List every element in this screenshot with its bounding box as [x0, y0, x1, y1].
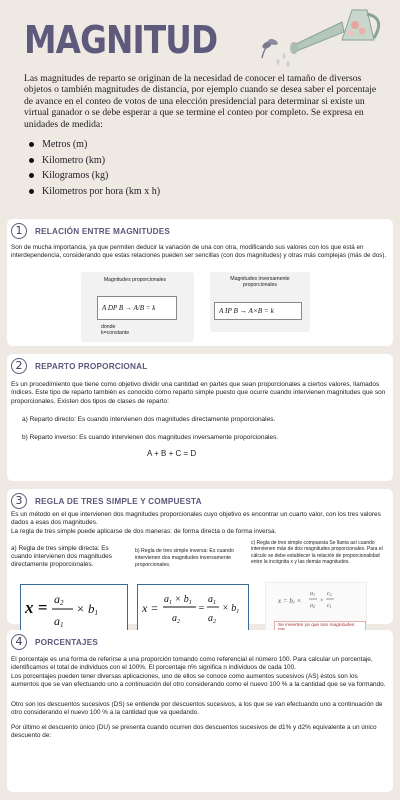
intro-paragraph: Las magnitudes de reparto se originan de la necesidad de conocer el tamaño de diversos objetos o también magnitudes de distancia, por ejemplo cuando se desea saber el porcentaje de avance en el conteo de votos de una elección presidencial para determinar si existe un virtual ganador o se debe esperar a que se termine el conteo por completo. Se expresa en unidades de medida: — [24, 73, 377, 130]
formula: A IP B → A×B = k — [219, 307, 274, 315]
section-title: RELACIÓN ENTRE MAGNITUDES — [35, 226, 171, 236]
section-header — [11, 492, 202, 510]
section-number: 1 — [11, 223, 27, 239]
section-title: REGLA DE TRES SIMPLE Y COMPUESTA — [35, 496, 202, 506]
formula-directa-graphic — [21, 585, 126, 635]
equation: A + B + C = D — [147, 449, 197, 458]
section-text-2: La regla de tres simple puede aplicarse de dos maneras: de forma directa o de forma inversa. — [11, 528, 277, 535]
reparto-inverso: b) Reparto inverso: Es cuando intervienen dos magnitudes inversamente proporcionales. — [22, 434, 279, 441]
formula: A DP B → A/B = k — [102, 304, 156, 312]
list-item: Kilometro (km) — [24, 153, 160, 169]
section-number: 3 — [11, 493, 27, 509]
panel-label: Magnitudes proporcionales — [103, 277, 167, 283]
svg-text:a2: $a_2$ — [172, 613, 180, 625]
svg-text:c1: c1 — [327, 603, 332, 609]
regla-compuesta: c) Regla de tres simple compuesta Se llama así cuando intervienen más de dos magnitudes proporcionales. Para el cálculo se debe establecer la relación de proporcionalidad entre la incógnita x y las demás magnitudes. — [251, 540, 383, 565]
svg-text:a2: a2 — [310, 603, 315, 609]
section-text: Es un método en el que intervienen dos magnitudes proporcionales cuyo objetivo es encontrar un cuarto valor, con los tres valores dados a esas dos magnitudes. — [11, 511, 381, 527]
direct-proportion-panel — [81, 272, 194, 342]
svg-text:a1 × b1: $a_1 \times b_1$ — [164, 594, 192, 606]
list-item: Kilogramos (kg) — [24, 168, 160, 184]
svg-text:a1: $a_1$ — [208, 594, 216, 606]
section-text: Son de mucha importancia, ya que permiten deducir la variación de una con otra, modificando sus valores con los que está en interdependencia, considerando que estas relaciones pueden ser sencillas (con dos magnitudes) y otras más complejas (más de dos). — [11, 244, 387, 260]
reparto-directo: a) Reparto directo: Es cuando intervienen dos magnitudes directamente proporcionales. — [22, 416, 276, 423]
note-label: Se invierten ya que son magnitudes — [274, 621, 366, 635]
svg-text:a1: a1 — [54, 614, 64, 629]
formula-box — [97, 296, 177, 320]
section-regla-tres — [7, 489, 393, 629]
section-number: 4 — [11, 634, 27, 650]
svg-text:c2: c2 — [327, 591, 332, 597]
svg-text:a1: a1 — [310, 591, 315, 597]
svg-text:× b1: × b1 — [76, 601, 99, 617]
section-header — [11, 357, 147, 375]
inverse-proportion-panel — [210, 272, 310, 332]
svg-text:×: × — [320, 598, 324, 604]
sprout-icon — [261, 38, 278, 58]
section-header — [11, 633, 98, 651]
regla-directa: a) Regla de tres simple directa: Es cuando intervienen dos magnitudes directamente proporcionales. — [11, 545, 112, 569]
svg-text:x =: x = — [142, 601, 159, 615]
panel-note: donde k=constante — [101, 324, 130, 337]
regla-inversa: b) Regla de tres simple inversa: Es cuando intervienen dos magnitudes inversamente proporcionales. — [135, 548, 234, 568]
svg-text:a2: a2 — [54, 592, 64, 607]
page-title: MAGNITUD — [24, 18, 218, 62]
watering-can-decoration — [234, 0, 394, 70]
section-text: Es un procedimiento que tiene como objetivo dividir una cantidad en partes que sean proporcionales a ciertos valores, llamados índices. Este tipo de reparto también es conocido como reparto simple puesto que ocurre cuando intervienen magnitudes que son proporcionales. Existen dos tipos de clases de reparto: — [11, 381, 386, 405]
svg-text:x = b1 ×: x = b1 × — [278, 597, 302, 605]
watering-can-icon — [290, 10, 379, 54]
units-list — [24, 137, 160, 199]
svg-text:x =: x = — [25, 598, 48, 617]
formula-compuesta-graphic — [266, 583, 366, 619]
list-item: Metros (m) — [24, 137, 160, 153]
paragraph-4: Por último el descuento único (DU) se presenta cuando ocurren dos descuentos sucesivos de d1% y d2% equivalente a un único descuento de: — [11, 724, 377, 740]
section-porcentajes — [7, 630, 393, 792]
formula-box — [214, 302, 302, 320]
section-header — [11, 222, 170, 240]
section-title: PORCENTAJES — [35, 637, 99, 647]
svg-text:× b1: × $b_1$ — [222, 603, 240, 615]
panel-label: Magnitudes inversamente proporcionales — [230, 276, 290, 289]
section-relacion — [7, 219, 393, 346]
paragraph-1: El porcentaje es una forma de referirse a una proporción tomando como referencial el número 100. Para calcular un porcentaje, identificamos el total de individuos con el 100%. El porcentaje n% significa n individuos de cada 100. — [11, 656, 373, 672]
formula-inversa-graphic — [138, 585, 246, 631]
header — [0, 0, 400, 205]
section-number: 2 — [11, 358, 27, 374]
paragraph-3: Otro son los descuentos sucesivos (DS) se entiende por descuentos sucesivos, a los que se van efectuando uno a continuación de otro considerando el nuevo 100 % a la cantidad que va quedando. — [11, 701, 383, 717]
svg-text:=: = — [198, 603, 205, 614]
list-item: Kilometros por hora (km x h) — [24, 184, 160, 200]
svg-text:a2: $a_2$ — [208, 613, 216, 625]
section-reparto — [7, 354, 393, 481]
formula-inversa — [137, 584, 249, 634]
water-drops-icon — [277, 53, 290, 67]
paragraph-2: Los porcentajes pueden tener diversas aplicaciones, uno de ellos se conoce como aumentos sucesivos (AS) éstos son los aumentos que se van efectuando uno a continuación del otro considerando como el nuevo 100 % a la cantidad que se va formando. — [11, 673, 386, 689]
section-title: REPARTO PROPORCIONAL — [35, 361, 148, 371]
